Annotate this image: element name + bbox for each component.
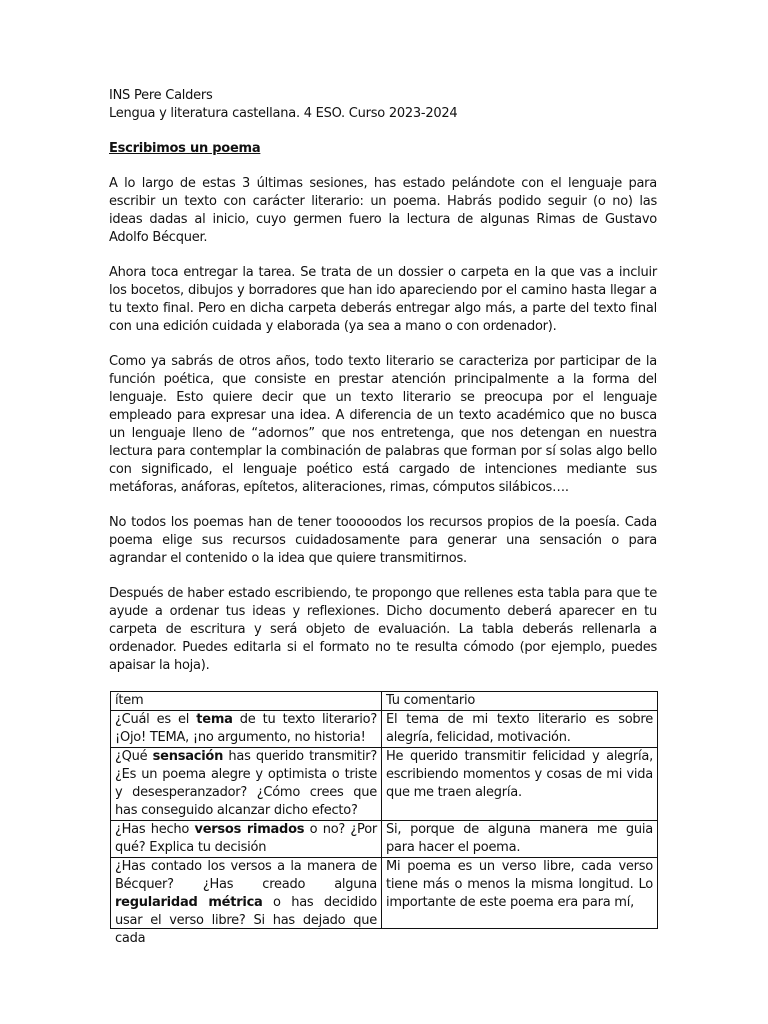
paragraph-intro: A lo largo de estas 3 últimas sesiones, has estado pelándote con el lenguaje para escribir un texto con carácter literario: un poema. Habrás podido seguir (o no) las ideas dadas al inicio, cuyo germen fuero la lectura de algunas Rimas de Gustavo Adolfo Bécquer. <box>109 176 657 245</box>
question-cell-rhyme <box>111 821 382 858</box>
school-name: INS Pere Calders <box>109 88 213 103</box>
question-text: ¿Has contado los versos a la manera de Bécquer? ¿Has creado alguna <box>115 859 377 892</box>
table-row <box>111 821 658 858</box>
column-header-item: ítem <box>111 692 382 711</box>
answer-cell-theme[interactable]: El tema de mi texto literario es sobre alegría, felicidad, motivación. <box>382 711 658 748</box>
question-text: ¿Cuál es el <box>115 712 197 727</box>
question-cell-meter <box>111 858 382 946</box>
question-cell-theme <box>111 711 382 748</box>
paragraph-table-instructions: Después de haber estado escribiendo, te propongo que rellenes esta tabla para que te ayude a ordenar tus ideas y reflexiones. Dicho documento deberá aparecer en tu carpeta de escritura y será objeto de evaluación. La tabla deberás rellenarla a ordenador. Puedes editarla si el formato no te resulta cómodo (por ejemplo, puedes apaisar la hoja). <box>109 586 657 673</box>
question-text: has querido transmitir? ¿Es un poema alegre y optimista o triste y desesperanzador? ¿Cómo crees que has conseguido alcanzar dicho efecto? <box>115 749 377 818</box>
question-keyword: tema <box>196 712 233 727</box>
question-keyword: versos rimados <box>194 822 305 837</box>
table-row <box>111 748 658 821</box>
column-header-comment: Tu comentario <box>382 692 658 711</box>
question-keyword: regularidad métrica <box>115 895 263 910</box>
answer-cell-rhyme[interactable]: Si, porque de alguna manera me guia para hacer el poema. <box>382 821 658 858</box>
paragraph-poetic-function: Como ya sabrás de otros años, todo texto literario se caracteriza por participar de la función poética, que consiste en prestar atención principalmente a la forma del lenguaje. Esto quiere decir que un texto literario se preocupa por el lenguaje empleado para expresar una idea. A diferencia de un texto académico que no busca un lenguaje lleno de “adornos” que nos entretenga, que nos detengan en nuestra lectura para contemplar la combinación de palabras que forman por sí solas algo bello con significado, el lenguaje poético está cargado de intenciones mediante sus metáforas, anáforas, epítetos, aliteraciones, rimas, cómputos silábicos…. <box>109 354 657 495</box>
answer-text: Mi poema es un verso libre, cada verso tiene más o menos la misma longitud. Lo importante de este poema era para mí, <box>386 859 653 910</box>
table-header-row <box>111 692 658 711</box>
answer-cell-meter[interactable] <box>382 858 658 929</box>
answer-cell-sensation[interactable]: He querido transmitir felicidad y alegría, escribiendo momentos y cosas de mi vida que me traen alegría. <box>382 748 658 821</box>
paragraph-task: Ahora toca entregar la tarea. Se trata de un dossier o carpeta en la que vas a incluir los bocetos, dibujos y borradores que han ido apareciendo por el camino hasta llegar a tu texto final. Pero en dicha carpeta deberás entregar algo más, a parte del texto final con una edición cuidada y elaborada (ya sea a mano o con ordenador). <box>109 265 657 334</box>
question-text: o no? ¿Por qué? Explica tu decisión <box>115 822 377 855</box>
question-cell-sensation <box>111 748 382 821</box>
question-text: de tu texto literario? ¡Ojo! TEMA, ¡no argumento, no historia! <box>115 712 377 745</box>
question-text: ¿Qué <box>115 749 153 764</box>
course-line: Lengua y literatura castellana. 4 ESO. Curso 2023-2024 <box>109 106 458 121</box>
document-body <box>109 87 657 675</box>
document-title: Escribimos un poema <box>109 141 261 156</box>
question-keyword: sensación <box>152 749 224 764</box>
evaluation-table <box>110 691 658 946</box>
question-text: ¿Has hecho <box>115 822 195 837</box>
paragraph-resources: No todos los poemas han de tener tooooodos los recursos propios de la poesía. Cada poema elige sus recursos cuidadosamente para generar una sensación o para agrandar el contenido o la idea que quiere transmitirnos. <box>109 515 657 566</box>
question-text: o has decidido usar el verso libre? Si has dejado que cada <box>115 895 377 946</box>
table-row <box>111 711 658 748</box>
table-row <box>111 858 658 929</box>
